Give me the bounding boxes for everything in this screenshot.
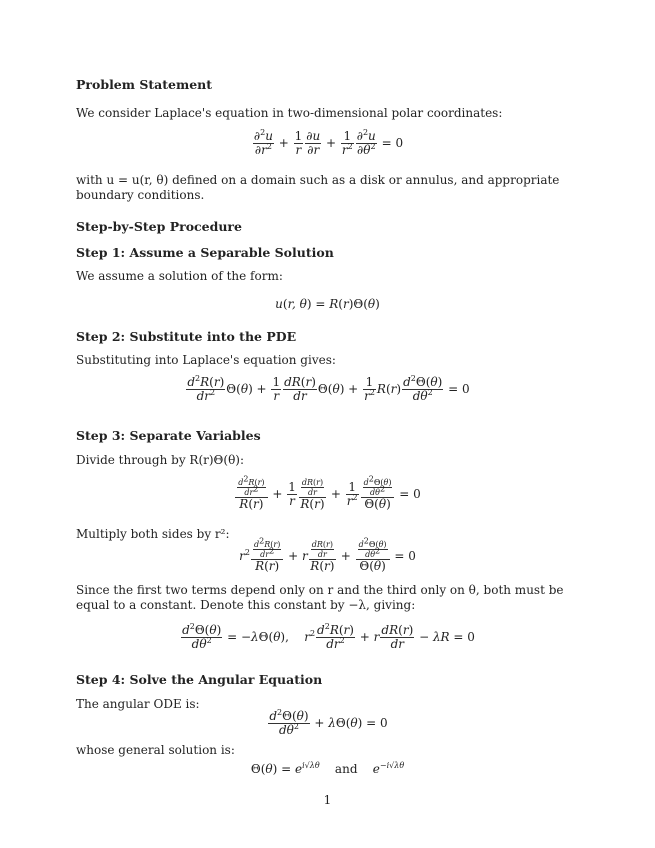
step3-constant-paragraph: Since the first two terms depend only on r and the third only on θ, both must be equal to a constant. Denote this constant by −λ, giving: [76,583,564,612]
step2-heading: Step 2: Substitute into the PDE [76,329,297,344]
step1-heading: Step 1: Assume a Separable Solution [76,245,334,260]
laplace-equation: $\frac{\partial^2u}{\partial r^2}$ + $\frac{1}{r}$ $\frac{\partial u}{\partial r}$ + $\frac{1}{r^2}$ $\frac{\partial^2u}{\partial\theta^2}$ = 0 [253,128,404,157]
step4-heading: Step 4: Solve the Angular Equation [76,672,323,687]
page-number: 1 [323,793,332,807]
separable-form-equation: u(r, θ) = R(r)Θ(θ) [275,297,380,311]
angular-solution-equation: $\Theta(\theta) = e^{i√\lambda\theta}$ and $e^{-i√\lambda\theta}$ [250,761,405,776]
problem-statement-heading: Problem Statement [76,77,213,92]
domain-paragraph: with u = u(r, θ) defined on a domain such as a disk or annulus, and appropriate boundary conditions. [76,173,560,202]
step3-heading: Step 3: Separate Variables [76,428,261,443]
multiplied-equation: $r^2$ $\frac{\frac{d^2R(r)}{dr^2}}{R(r)}$ + r $\frac{\frac{dR(r)}{dr}}{R(r)}$ + $\frac{\frac{d^2\Theta(\theta)}{d\theta^2}}{\Theta(\theta)}$ = 0 [239,536,416,573]
substituted-equation: $\frac{d^2R(r)}{dr^2}$ Θ(θ) + $\frac{1}{r}$ $\frac{dR(r)}{dr}$ Θ(θ) + $\frac{1}{r^2}$ R(r) $\frac{d^2\Theta(\theta)}{d\theta^2}$ = 0 [187,374,470,403]
step1-paragraph: We assume a solution of the form: [76,269,283,283]
step4-solution-paragraph: whose general solution is: [76,743,235,757]
step3-multiply-paragraph: Multiply both sides by r²: [76,527,230,541]
step4-angular-paragraph: The angular ODE is: [76,697,200,711]
step3-divide-paragraph: Divide through by R(r)Θ(θ): [76,453,245,467]
intro-paragraph: We consider Laplace's equation in two-dimensional polar coordinates: [76,106,503,120]
procedure-heading: Step-by-Step Procedure [76,219,242,234]
step2-paragraph: Substituting into Laplace's equation gives: [76,353,336,367]
angular-ode-equation: $\frac{d^2\Theta(\theta)}{d\theta^2}$ + λΘ(θ) = 0 [269,708,388,737]
divided-equation: $\frac{\frac{d^2R(r)}{dr^2}}{R(r)}$ + $\frac{1}{r}$ $\frac{\frac{dR(r)}{dr}}{R(r)}$ + $\frac{1}{r^2}$ $\frac{\frac{d^2\Theta(\theta)}{d\theta^2}}{\Theta(\theta)}$ = 0 [0,478,655,511]
separated-odes-equation: $\frac{d^2\Theta(\theta)}{d\theta^2}$ = −λΘ(θ), $r^2$ $\frac{d^2R(r)}{dr^2}$ + r $\frac{dR(r)}{dr}$ − λR = 0 [182,622,475,651]
